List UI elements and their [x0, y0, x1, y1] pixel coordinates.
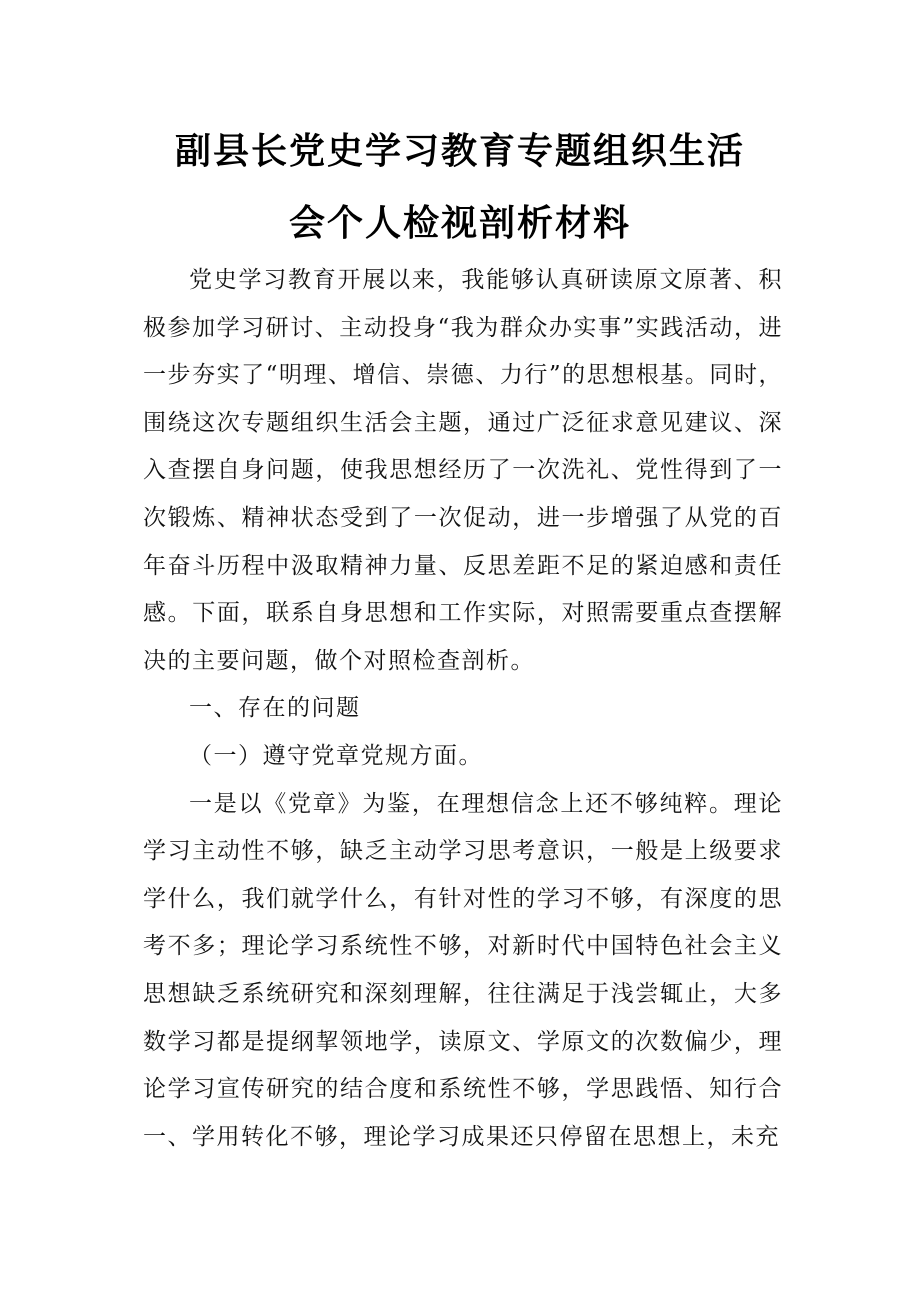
document-body [143, 257, 783, 1161]
document-title-line-2: 会个人检视剖析材料 [288, 203, 631, 244]
body-paragraph-point-1: 一是以《党章》为鉴，在理想信念上还不够纯粹。理论学习主动性不够，缺乏主动学习思考意识，一般是上级要求学什么，我们就学什么，有针对性的学习不够，有深度的思考不多；理论学习系统性不够，对新时代中国特色社会主义思想缺乏系统研究和深刻理解，往往满足于浅尝辄止，大多数学习都是提纲挈领地学，读原文、学原文的次数偏少，理论学习宣传研究的结合度和系统性不够，学思践悟、知行合一、学用转化不够，理论学习成果还只停留在思想上，未充 [143, 790, 783, 1150]
intro-paragraph: 党史学习教育开展以来，我能够认真研读原文原著、积极参加学习研讨、主动投身“我为群众办实事”实践活动，进一步夯实了“明理、增信、崇德、力行”的思想根基。同时，围绕这次专题组织生活会主题，通过广泛征求意见建议、深入查摆自身问题，使我思想经历了一次洗礼、党性得到了一次锻炼、精神状态受到了一次促动，进一步增强了从党的百年奋斗历程中汲取精神力量、反思差距不足的紧迫感和责任感。下面，联系自身思想和工作实际，对照需要重点查摆解决的主要问题，做个对照检查剖析。 [143, 267, 783, 674]
subsection-heading-party-rules: （一）遵守党章党规方面。 [189, 742, 483, 769]
document-title-line-1: 副县长党史学习教育专题组织生活 [174, 131, 745, 172]
section-heading-problems: 一、存在的问题 [189, 695, 361, 722]
